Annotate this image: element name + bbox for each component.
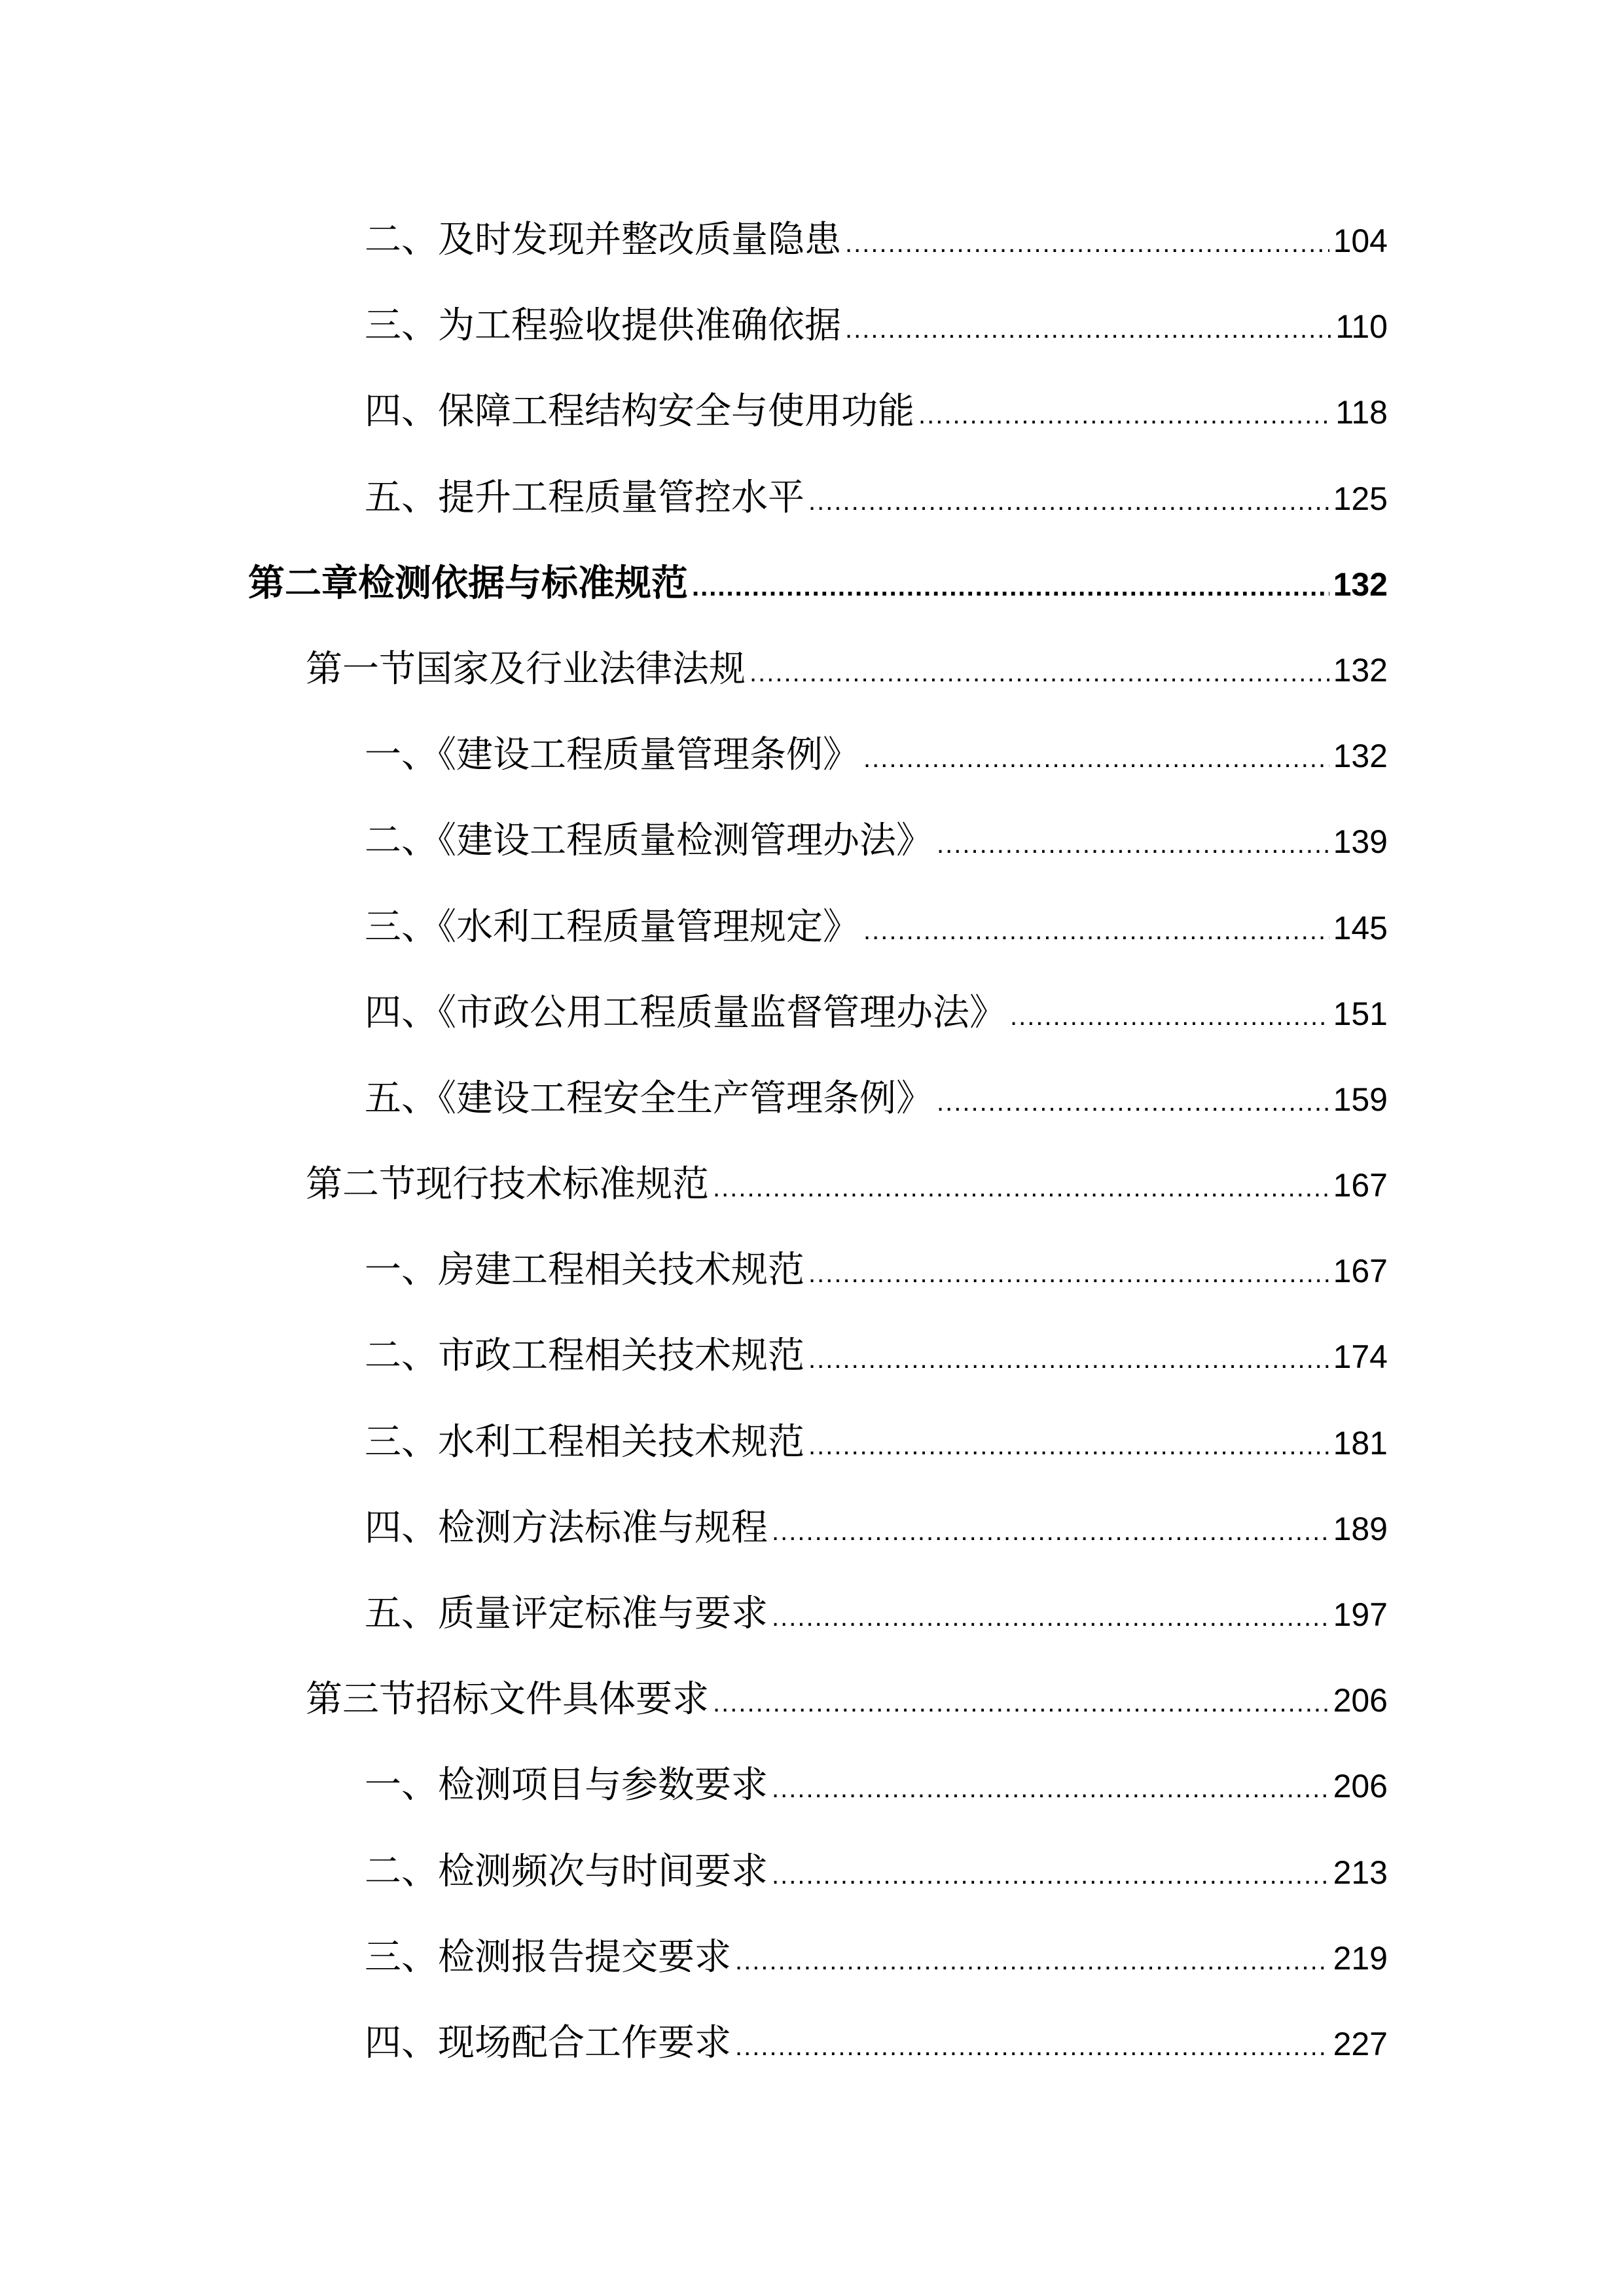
toc-entry-page: 206 bbox=[1333, 1768, 1388, 1805]
toc-entry-page: 125 bbox=[1333, 480, 1388, 517]
toc-leader-dots bbox=[772, 1746, 1329, 1832]
toc-leader-dots bbox=[845, 287, 1331, 372]
toc-leader-dots bbox=[863, 716, 1329, 802]
toc-leader-dots bbox=[713, 1145, 1329, 1231]
toc-entry[interactable] bbox=[0, 1571, 1624, 1657]
toc-entry[interactable] bbox=[0, 971, 1624, 1056]
toc-entry-title: 五、质量评定标准与要求 bbox=[365, 1594, 768, 1634]
toc-entry-title: 二、市政工程相关技术规范 bbox=[365, 1336, 804, 1377]
toc-entry-title: 二、《建设工程质量检测管理办法》 bbox=[365, 821, 933, 862]
toc-entry[interactable] bbox=[0, 1142, 1624, 1228]
toc-entry-page: 197 bbox=[1333, 1596, 1388, 1633]
toc-leader-dots bbox=[735, 1918, 1329, 2004]
toc-entry-title: 二、检测频次与时间要求 bbox=[365, 1851, 768, 1892]
toc-entry-page: 167 bbox=[1333, 1253, 1388, 1290]
toc-leader-dots bbox=[808, 1403, 1329, 1489]
toc-entry-page: 132 bbox=[1333, 738, 1388, 775]
toc-entry-title: 三、检测报告提交要求 bbox=[365, 1937, 731, 1978]
toc-leader-dots bbox=[772, 1575, 1329, 1660]
toc-entry[interactable] bbox=[0, 713, 1624, 798]
toc-entry-title: 一、房建工程相关技术规范 bbox=[365, 1250, 804, 1291]
toc-entry-page: 206 bbox=[1333, 1682, 1388, 1719]
toc-leader-dots bbox=[863, 888, 1329, 974]
toc-entry-page: 132 bbox=[1333, 565, 1388, 603]
toc-entry-page: 219 bbox=[1333, 1939, 1388, 1977]
toc-entry-page: 110 bbox=[1335, 308, 1388, 346]
toc-leader-dots bbox=[1010, 974, 1329, 1060]
toc-entry-title: 一、《建设工程质量管理条例》 bbox=[365, 735, 859, 776]
toc-entry-page: 227 bbox=[1333, 2025, 1388, 2062]
toc-entry-page: 189 bbox=[1333, 1510, 1388, 1547]
toc-leader-dots bbox=[808, 459, 1329, 545]
toc-leader-dots bbox=[692, 545, 1329, 630]
toc-entry[interactable] bbox=[0, 1743, 1624, 1829]
toc-entry[interactable] bbox=[0, 1486, 1624, 1571]
toc-entry[interactable] bbox=[0, 1056, 1624, 1142]
toc-entry-title: 三、《水利工程质量管理规定》 bbox=[365, 906, 859, 948]
toc-entry[interactable] bbox=[0, 1915, 1624, 2001]
toc-entry-title: 第三节招标文件具体要求 bbox=[306, 1679, 709, 1721]
toc-entry-title: 三、为工程验收提供准确依据 bbox=[365, 306, 841, 347]
toc-entry-page: 118 bbox=[1335, 394, 1388, 431]
toc-entry[interactable] bbox=[0, 627, 1624, 713]
toc-entry-page: 104 bbox=[1333, 223, 1388, 259]
toc-entry-title: 五、提升工程质量管控水平 bbox=[365, 477, 804, 518]
toc-leader-dots bbox=[808, 1317, 1329, 1403]
toc-entry-title: 一、检测项目与参数要求 bbox=[365, 1765, 768, 1806]
toc-entry[interactable] bbox=[0, 1829, 1624, 1915]
toc-entry-title: 五、《建设工程安全生产管理条例》 bbox=[365, 1078, 933, 1119]
toc-entry[interactable] bbox=[0, 1400, 1624, 1486]
toc-leader-dots bbox=[937, 802, 1329, 888]
toc-entry-title: 四、现场配合工作要求 bbox=[365, 2022, 731, 2064]
toc-entry-title: 四、《市政公用工程质量监督管理办法》 bbox=[365, 992, 1006, 1033]
toc-entry-title: 二、及时发现并整改质量隐患 bbox=[365, 220, 841, 260]
toc-entry-title: 三、水利工程相关技术规范 bbox=[365, 1422, 804, 1463]
toc-leader-dots bbox=[808, 1231, 1329, 1317]
toc-leader-dots bbox=[735, 2004, 1329, 2090]
toc-entry-page: 159 bbox=[1333, 1081, 1388, 1118]
toc-entry[interactable] bbox=[0, 198, 1624, 283]
toc-entry-title: 四、检测方法标准与规程 bbox=[365, 1507, 768, 1549]
toc-entry[interactable] bbox=[0, 1314, 1624, 1399]
toc-leader-dots bbox=[772, 1833, 1329, 1918]
toc-entry-page: 132 bbox=[1333, 651, 1388, 689]
toc-entry[interactable] bbox=[0, 2001, 1624, 2087]
toc-entry[interactable] bbox=[0, 1657, 1624, 1743]
toc-entry[interactable] bbox=[0, 1228, 1624, 1314]
toc-entry-page: 167 bbox=[1333, 1167, 1388, 1204]
toc-leader-dots bbox=[937, 1060, 1329, 1145]
toc-entry-page: 145 bbox=[1333, 909, 1388, 946]
toc-entry[interactable] bbox=[0, 541, 1624, 627]
toc-entry[interactable] bbox=[0, 798, 1624, 884]
toc-entry-title: 第一节国家及行业法律法规 bbox=[306, 649, 746, 690]
toc-entry[interactable] bbox=[0, 369, 1624, 455]
toc-entry-title: 四、保障工程结构安全与使用功能 bbox=[365, 391, 914, 433]
toc-entry-page: 151 bbox=[1333, 995, 1388, 1032]
toc-leader-dots bbox=[845, 201, 1329, 287]
toc-entry-title: 第二章检测依据与标准规范 bbox=[248, 563, 688, 604]
toc-leader-dots bbox=[918, 372, 1331, 458]
table-of-contents bbox=[0, 198, 1624, 2087]
toc-entry-page: 213 bbox=[1333, 1854, 1388, 1891]
toc-leader-dots bbox=[713, 1660, 1329, 1746]
toc-entry-page: 174 bbox=[1333, 1338, 1388, 1376]
toc-leader-dots bbox=[772, 1489, 1329, 1575]
toc-entry[interactable] bbox=[0, 885, 1624, 971]
toc-leader-dots bbox=[749, 630, 1329, 716]
toc-entry-title: 第二节现行技术标准规范 bbox=[306, 1164, 709, 1206]
toc-entry-page: 139 bbox=[1333, 823, 1388, 861]
toc-entry-page: 181 bbox=[1333, 1424, 1388, 1462]
toc-entry[interactable] bbox=[0, 456, 1624, 541]
toc-entry[interactable] bbox=[0, 283, 1624, 369]
